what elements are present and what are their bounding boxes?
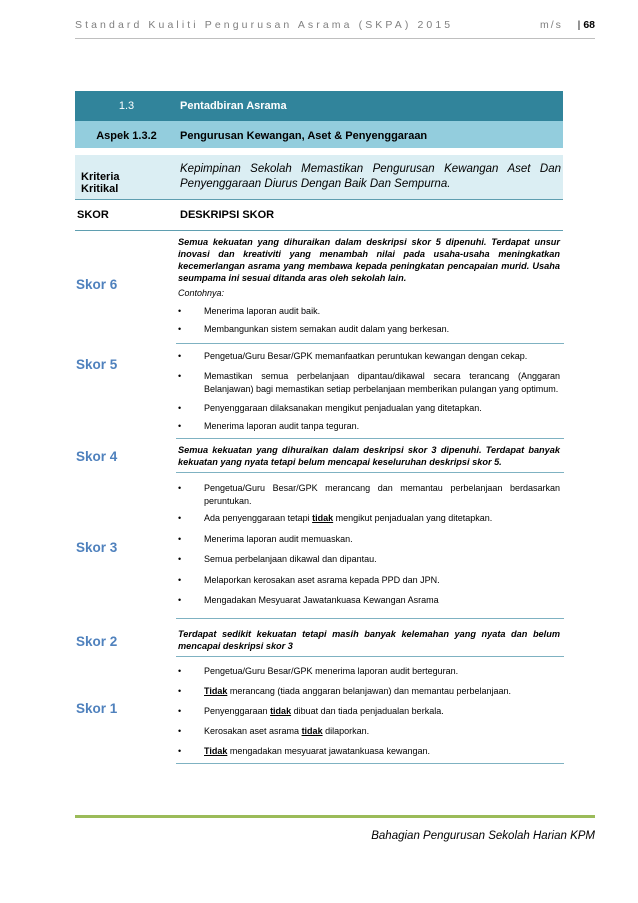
score-3-label: Skor 3: [76, 540, 118, 555]
description-column-header: DESKRIPSI SKOR: [180, 209, 275, 221]
score-6-label: Skor 6: [76, 277, 118, 292]
score-1-label: Skor 1: [76, 701, 118, 716]
divider: [176, 343, 564, 344]
table-row-criteria: [75, 155, 563, 199]
header-title: Standard Kualiti Pengurusan Asrama (SKPA) 2015: [75, 19, 454, 31]
table-row-score-header: [75, 199, 563, 231]
score-6-description: Semua kekuatan yang dihuraikan dalam deskripsi skor 5 dipenuhi. Terdapat unsur inovasi dan kreativiti yang menambah nilai pada usaha-usaha meningkatkan kecemerlangan asrama yang membawa kepada peningkatan pencapaian murid. Usaha seumpama ini sesuai ditanda aras oleh sekolah lain.: [178, 237, 560, 283]
score-2-description: Terdapat sedikit kekuatan tetapi masih banyak kelemahan yang nyata dan belum mencapai deskripsi skor 3: [178, 629, 560, 651]
table-row-section: [75, 91, 563, 121]
criteria-text: Kepimpinan Sekolah Memastikan Pengurusan Kewangan Aset Dan Penyenggaraan Diurus Dengan Baik Dan Sempurna.: [180, 163, 561, 190]
score-6-example-label: Contohnya:: [178, 288, 225, 298]
aspect-title: Pengurusan Kewangan, Aset & Penyenggaraan: [180, 130, 428, 142]
footer-rule: [75, 815, 595, 818]
footer-text: Bahagian Pengurusan Sekolah Harian KPM: [371, 830, 595, 842]
divider: [176, 472, 564, 473]
page-header: [75, 18, 595, 39]
divider: [176, 656, 564, 657]
score-5-label: Skor 5: [76, 357, 118, 372]
aspect-number: Aspek 1.3.2: [96, 130, 157, 142]
score-4-label: Skor 4: [76, 449, 118, 464]
divider: [176, 438, 564, 439]
header-page-abbrev: m/s: [540, 19, 563, 31]
divider: [176, 763, 564, 764]
score-2-label: Skor 2: [76, 634, 118, 649]
divider: [176, 618, 564, 619]
table-row-aspect: [75, 121, 563, 148]
section-title: Pentadbiran Asrama: [180, 100, 287, 112]
page-number: | 68: [577, 19, 595, 31]
criteria-label: Kriteria Kritikal: [81, 171, 120, 195]
section-number: 1.3: [118, 100, 135, 112]
score-4-description: Semua kekuatan yang dihuraikan dalam deskripsi skor 3 dipenuhi. Terdapat banyak kekuatan yang nyata tetapi belum mencapai keseluruhan deskripsi skor 5.: [178, 445, 560, 467]
score-column-header: SKOR: [77, 209, 109, 221]
